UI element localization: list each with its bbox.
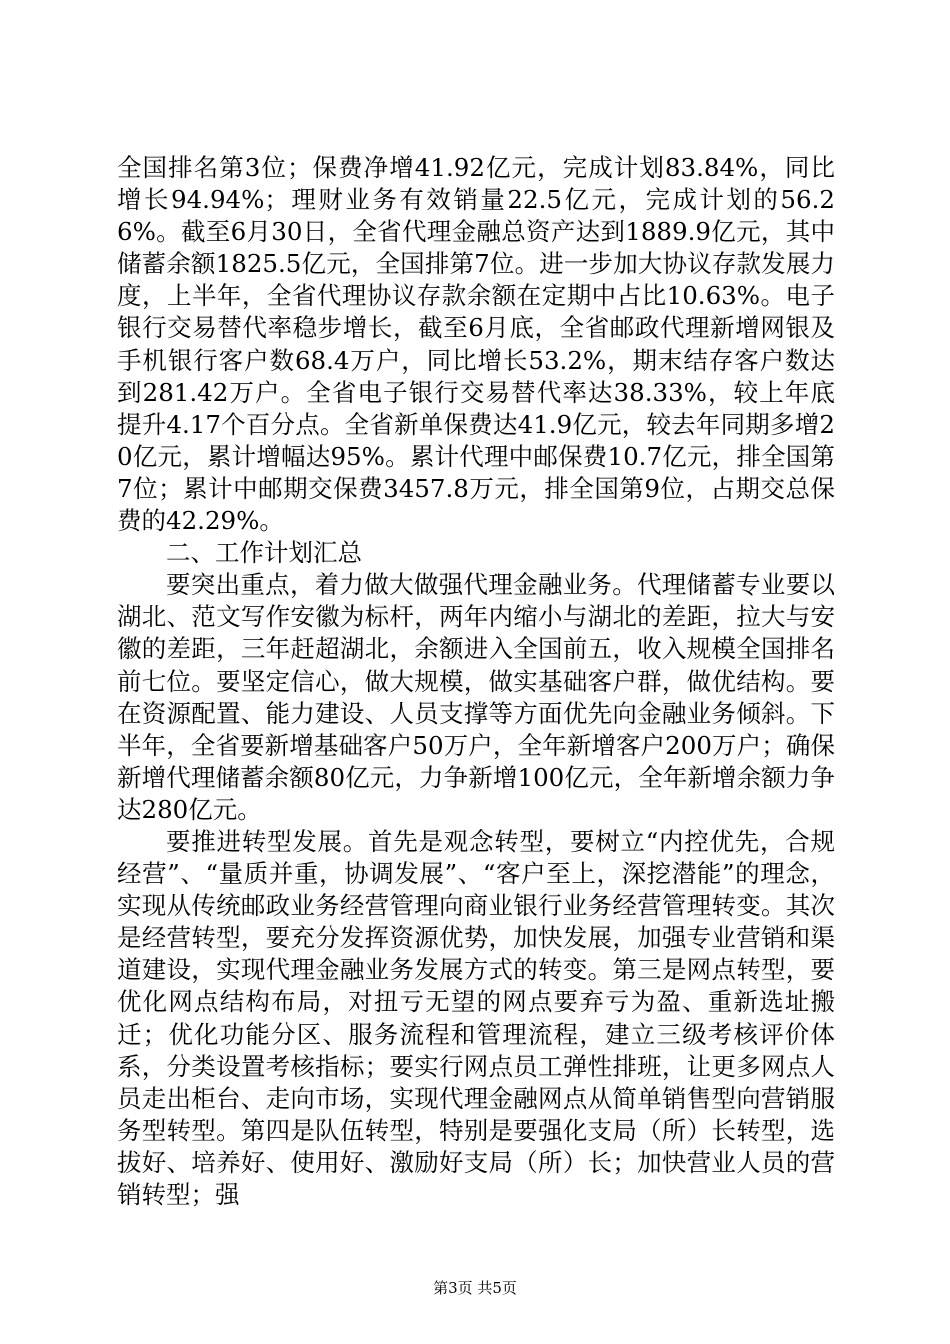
- page-number-label: 第3页 共5页: [433, 1279, 517, 1297]
- page-footer: [0, 1278, 950, 1298]
- document-body: [117, 152, 835, 1211]
- section-heading: 二、工作计划汇总: [166, 538, 362, 568]
- paragraph-focus-business: 要突出重点，着力做大做强代理金融业务。代理储蓄专业要以湖北、范文写作安徽为标杆，两年内缩小与湖北的差距，拉大与安徽的差距，三年赶超湖北，余额进入全国前五，收入规模全国排名前七位。要坚定信心，做大规模，做实基础客户群，做优结构。要在资源配置、能力建设、人员支撑等方面优先向金融业务倾斜。下半年，全省要新增基础客户50万户，全年新增客户200万户；确保新增代理储蓄余额80亿元，力争新增100亿元，全年新增余额力争达280亿元。: [117, 570, 835, 824]
- paragraph-continuation: 全国排名第3位；保费净增41.92亿元，完成计划83.84%，同比增长94.94%；理财业务有效销量22.5亿元，完成计划的56.26%。截至6月30日，全省代理金融总资产达到1889.9亿元，其中储蓄余额1825.5亿元，全国排第7位。进一步加大协议存款发展力度，上半年，全省代理协议存款余额在定期中占比10.63%。电子银行交易替代率稳步增长，截至6月底，全省邮政代理新增网银及手机银行客户数68.4万户，同比增长53.2%，期末结存客户数达到281.42万户。全省电子银行交易替代率达38.33%，较上年底提升4.17个百分点。全省新单保费达41.9亿元，较去年同期多增20亿元，累计增幅达95%。累计代理中邮保费10.7亿元，排全国第7位；累计中邮期交保费3457.8万元，排全国第9位，占期交总保费的42.29%。: [117, 153, 835, 536]
- paragraph-transformation: 要推进转型发展。首先是观念转型，要树立“内控优先，合规经营”、“量质并重，协调发展”、“客户至上，深挖潜能”的理念，实现从传统邮政业务经营管理向商业银行业务经营管理转变。其次是经营转型，要充分发挥资源优势，加快发展，加强专业营销和渠道建设，实现代理金融业务发展方式的转变。第三是网点转型，要优化网点结构布局，对扭亏无望的网点要弃亏为盈、重新选址搬迁；优化功能分区、服务流程和管理流程，建立三级考核评价体系，分类设置考核指标；要实行网点员工弹性排班，让更多网点人员走出柜台、走向市场，实现代理金融网点从简单销售型向营销服务型转型。第四是队伍转型，特别是要强化支局（所）长转型，选拔好、培养好、使用好、激励好支局（所）长；加快营业人员的营销转型；强: [117, 826, 835, 1209]
